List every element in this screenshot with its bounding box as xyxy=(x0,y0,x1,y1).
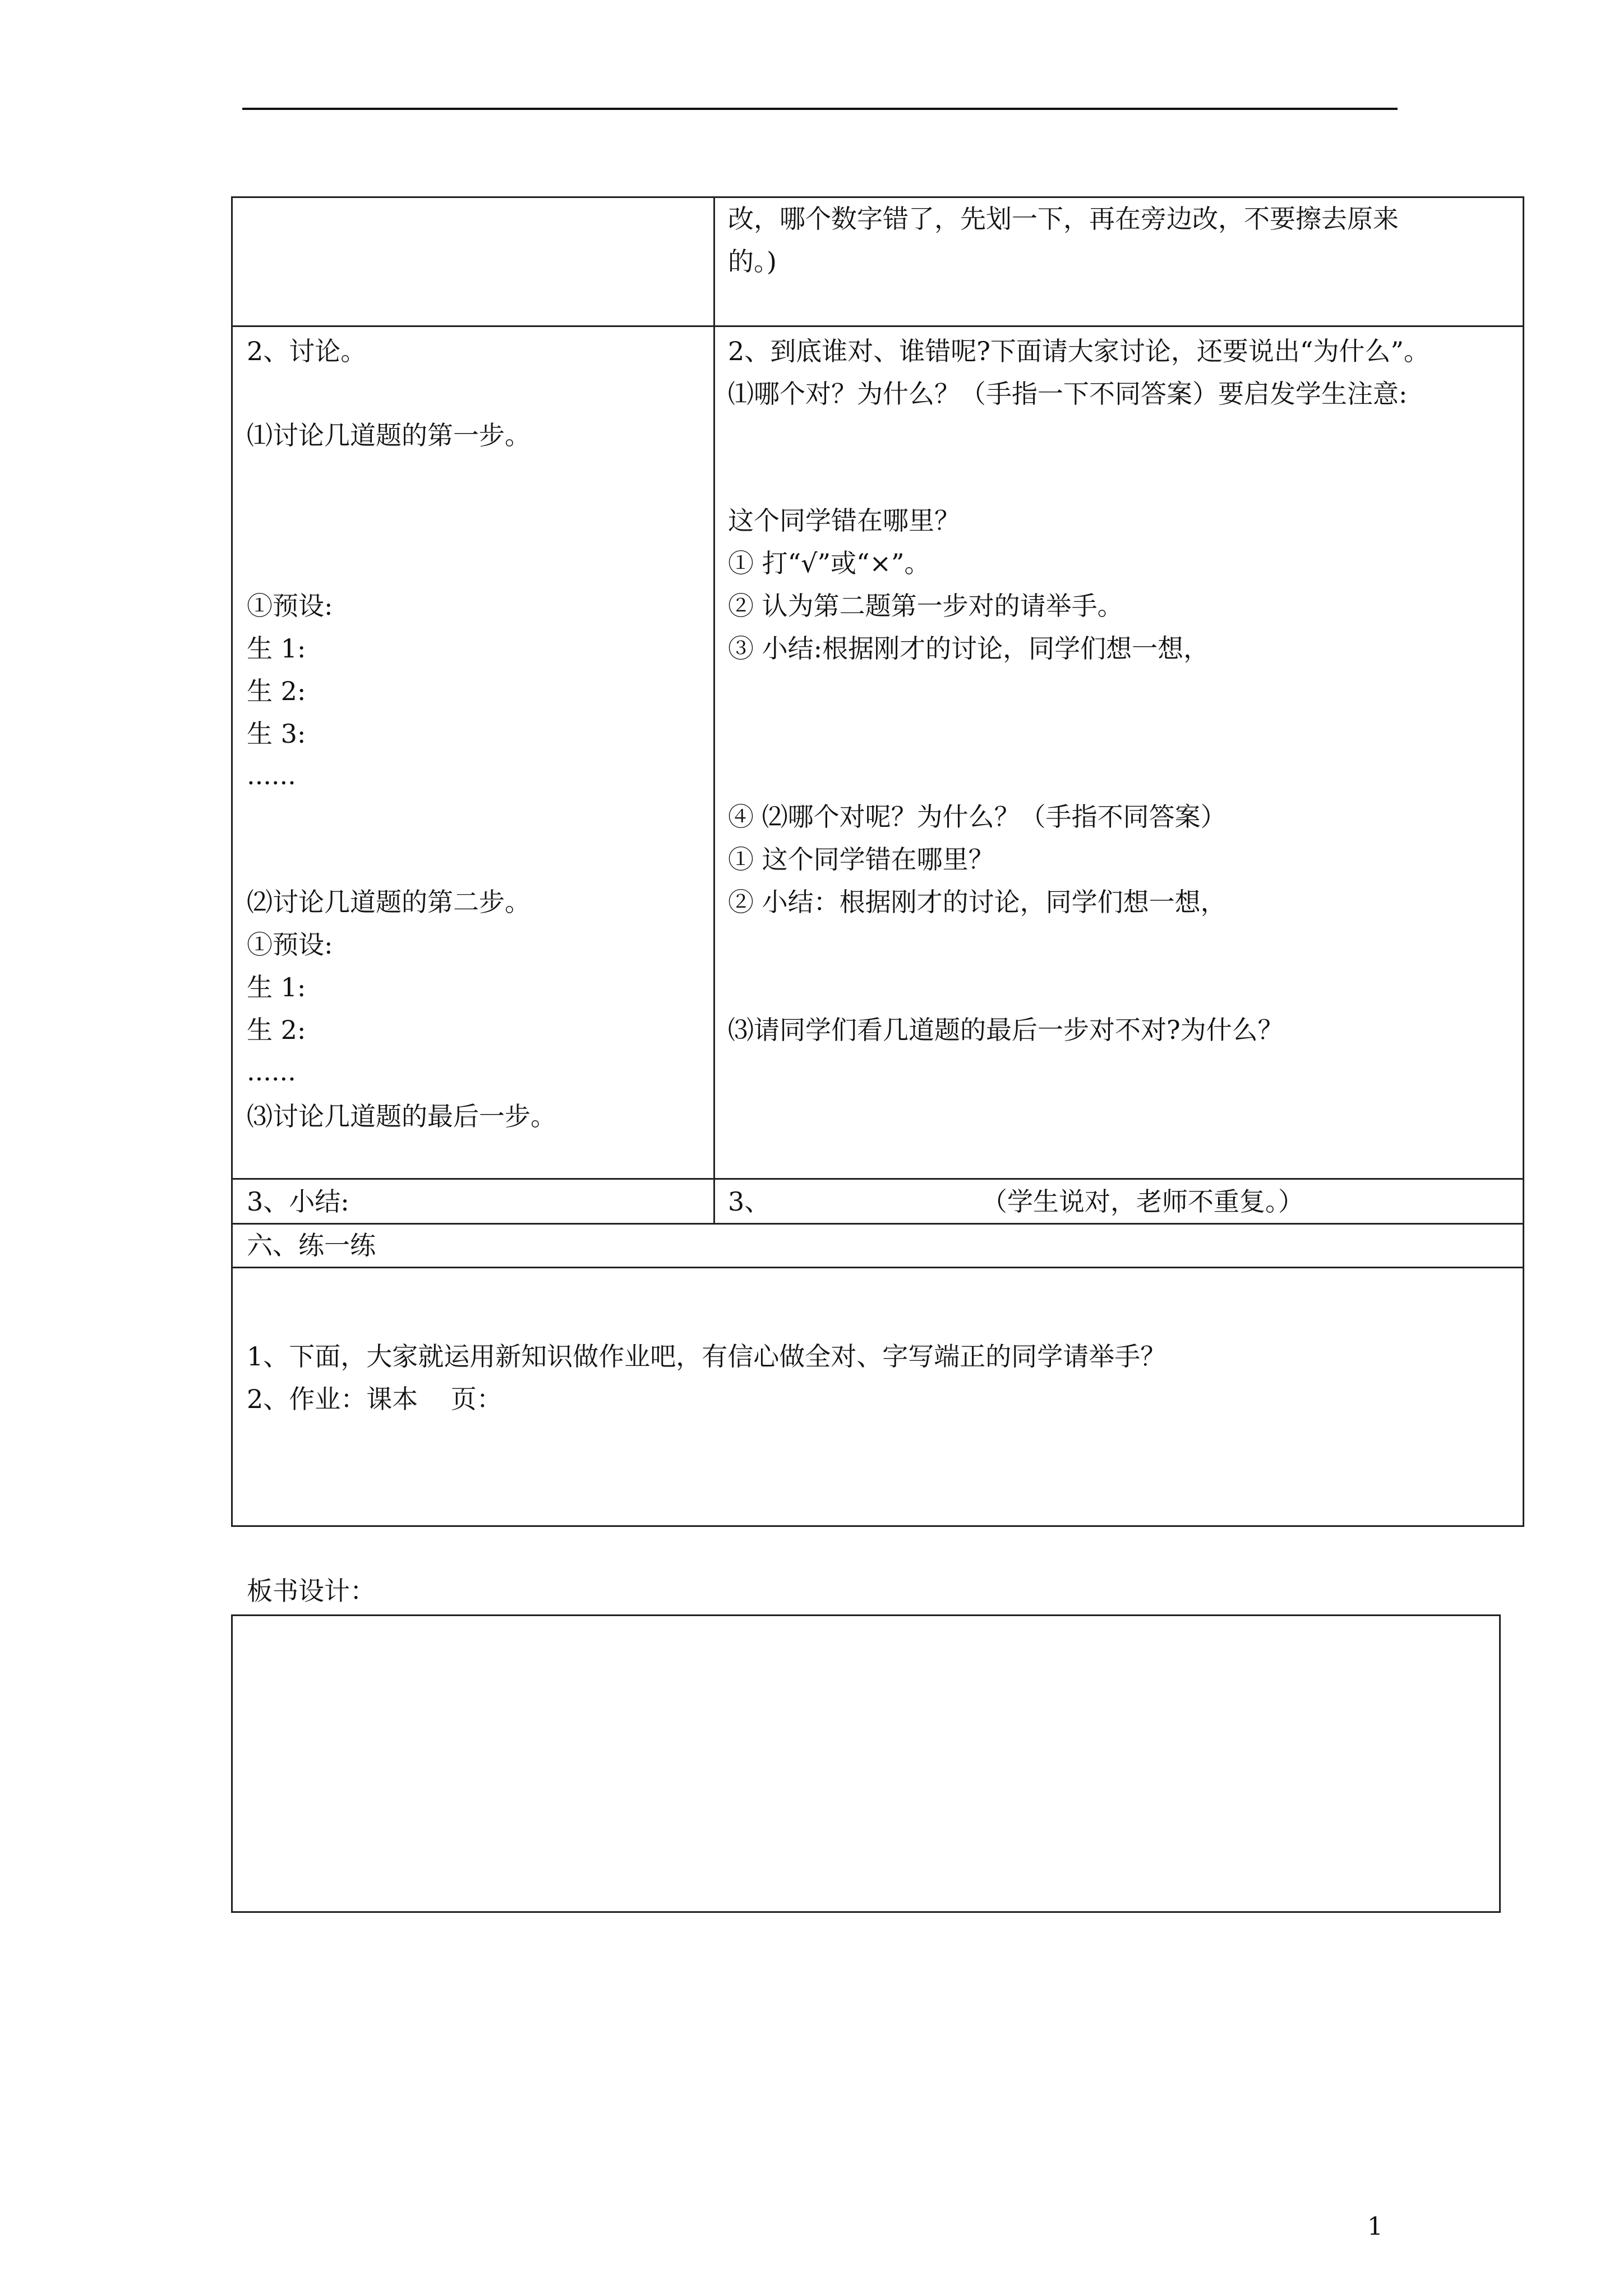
right-line-2: ⑴哪个对？为什么？（手指一下不同答案）要启发学生注意: xyxy=(728,379,1408,409)
discussion-step3: ⑶讨论几道题的最后一步。 xyxy=(247,1101,556,1131)
summary-number: 3、 xyxy=(728,1186,771,1217)
student-3: 生 3: xyxy=(247,719,306,749)
row1-right-line2: 的。) xyxy=(728,246,777,277)
board-design-label: 板书设计： xyxy=(247,1576,376,1606)
row1-right-line1: 改，哪个数字错了，先划一下，再在旁边改，不要擦去原来 xyxy=(728,204,1399,234)
summary-label: 3、小结: xyxy=(247,1186,349,1217)
board-design-box xyxy=(231,1614,1501,1913)
section-title: 六、练一练 xyxy=(247,1230,376,1260)
practice-line-1: 1、下面，大家就运用新知识做作业吧，有信心做全对、字写端正的同学请举手？ xyxy=(247,1341,1166,1372)
practice-line-2: 2、作业：课本 页： xyxy=(247,1384,502,1414)
student-1: 生 1: xyxy=(247,633,306,664)
row-divider-2 xyxy=(231,1178,1524,1180)
page-number: 1 xyxy=(1367,2212,1383,2241)
row-divider-1 xyxy=(231,325,1524,327)
ellipsis-2: ...... xyxy=(247,1056,296,1087)
row-divider-3 xyxy=(231,1223,1524,1225)
discussion-step2: ⑵讨论几道题的第二步。 xyxy=(247,887,531,917)
right-line-4: ① 打“√”或“×”。 xyxy=(728,548,930,578)
column-divider xyxy=(713,196,715,1223)
student-2: 生 2: xyxy=(247,676,306,706)
right-line-3: 这个同学错在哪里？ xyxy=(728,505,960,536)
preset-2: ①预设: xyxy=(247,930,333,960)
right-line-6: ③ 小结:根据刚才的讨论，同学们想一想， xyxy=(728,633,1210,664)
discussion-step1: ⑴讨论几道题的第一步。 xyxy=(247,420,531,450)
discussion-title: 2、讨论。 xyxy=(247,336,367,366)
right-line-9: ② 小结：根据刚才的讨论，同学们想一想， xyxy=(728,887,1227,917)
header-rule xyxy=(242,108,1398,110)
ellipsis-1: ...... xyxy=(247,760,296,790)
preset-1: ①预设: xyxy=(247,591,333,621)
right-line-5: ② 认为第二题第一步对的请举手。 xyxy=(728,591,1123,621)
summary-note: （学生说对，老师不重复。） xyxy=(981,1186,1304,1217)
student-2b: 生 2: xyxy=(247,1015,306,1045)
right-line-7: ④ ⑵哪个对呢？为什么？（手指不同答案） xyxy=(728,802,1227,832)
right-line-1: 2、到底谁对、谁错呢?下面请大家讨论，还要说出“为什么”。 xyxy=(728,336,1430,366)
student-1b: 生 1: xyxy=(247,972,306,1002)
right-line-10: ⑶请同学们看几道题的最后一步对不对?为什么？ xyxy=(728,1015,1284,1045)
row-divider-4 xyxy=(231,1267,1524,1268)
right-line-8: ① 这个同学错在哪里？ xyxy=(728,844,994,875)
